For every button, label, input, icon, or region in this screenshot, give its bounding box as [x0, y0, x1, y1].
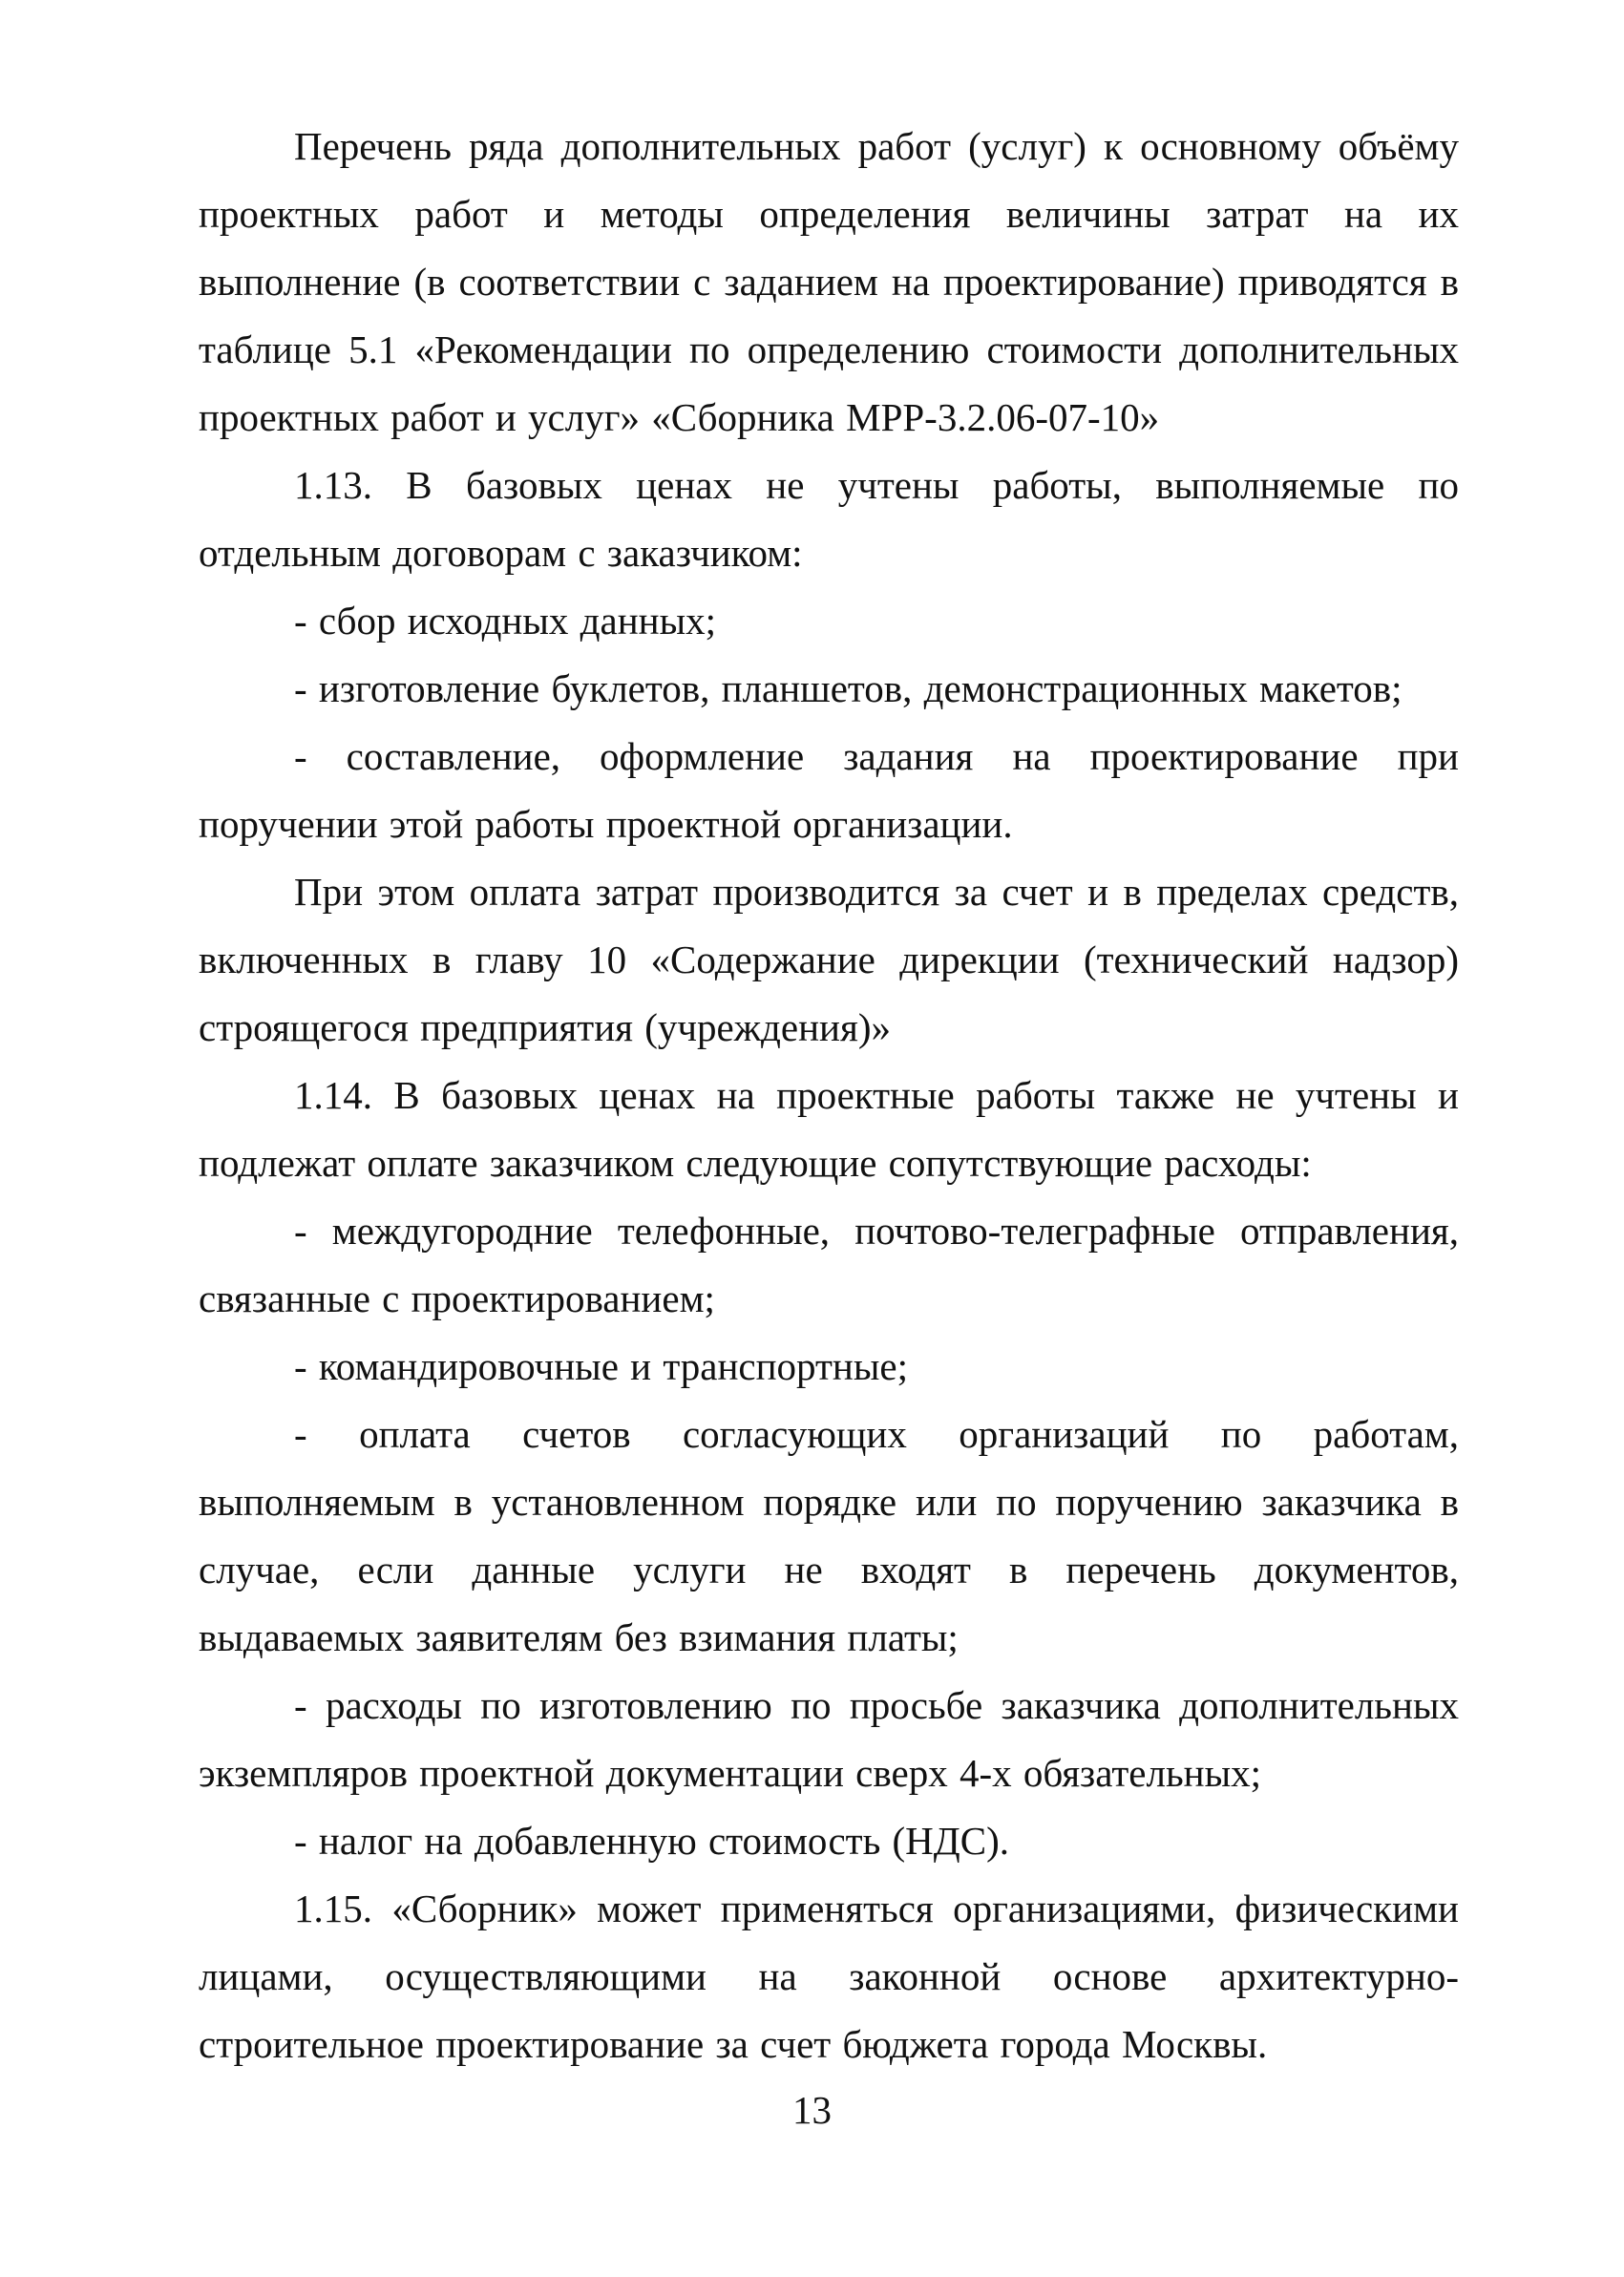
- list-item-booklets: - изготовление буклетов, планшетов, демонстрационных макетов;: [294, 666, 1403, 710]
- document-body: [199, 113, 1459, 2078]
- list-item-initial-data: - сбор исходных данных;: [294, 599, 717, 643]
- list-item-vat: - налог на добавленную стоимость (НДС).: [294, 1819, 1010, 1863]
- list-item-travel: - командировочные и транспортные;: [294, 1344, 908, 1388]
- paragraph-payment-source: При этом оплата затрат производится за счет и в пределах средств, включенных в главу 10 «Содержание дирекции (технический надзор) строящегося предприятия (учреждения)»: [199, 870, 1459, 1049]
- list-item-extra-copies: - расходы по изготовлению по просьбе заказчика дополнительных экземпляров проектной документации сверх 4-х обязательных;: [199, 1683, 1459, 1795]
- page-number: 13: [792, 2088, 832, 2132]
- list-item-design-assignment: - составление, оформление задания на проектирование при поручении этой работы проектной организации.: [199, 734, 1459, 846]
- paragraph-1-14: 1.14. В базовых ценах на проектные работы также не учтены и подлежат оплате заказчиком следующие сопутствующие расходы:: [199, 1073, 1459, 1185]
- paragraph-1-15: 1.15. «Сборник» может применяться организациями, физическими лицами, осуществляющими на законной основе архитектурно-строительное проектирование за счет бюджета города Москвы.: [199, 1887, 1459, 2066]
- list-item-approval-fees: - оплата счетов согласующих организаций по работам, выполняемым в установленном порядке или по поручению заказчика в случае, если данные услуги не входят в перечень документов, выдаваемых заявителям без взимания платы;: [199, 1412, 1459, 1659]
- list-item-communications: - междугородние телефонные, почтово-телеграфные отправления, связанные с проектированием;: [199, 1209, 1459, 1320]
- paragraph-1-13: 1.13. В базовых ценах не учтены работы, выполняемые по отдельным договорам с заказчиком:: [199, 463, 1459, 575]
- paragraph-additional-works: Перечень ряда дополнительных работ (услуг) к основному объёму проектных работ и методы определения величины затрат на их выполнение (в соответствии с заданием на проектирование) приводятся в таблице 5.1 «Рекомендации по определению стоимости дополнительных проектных работ и услуг» «Сборника МРР-3.2.06-07-10»: [199, 124, 1459, 439]
